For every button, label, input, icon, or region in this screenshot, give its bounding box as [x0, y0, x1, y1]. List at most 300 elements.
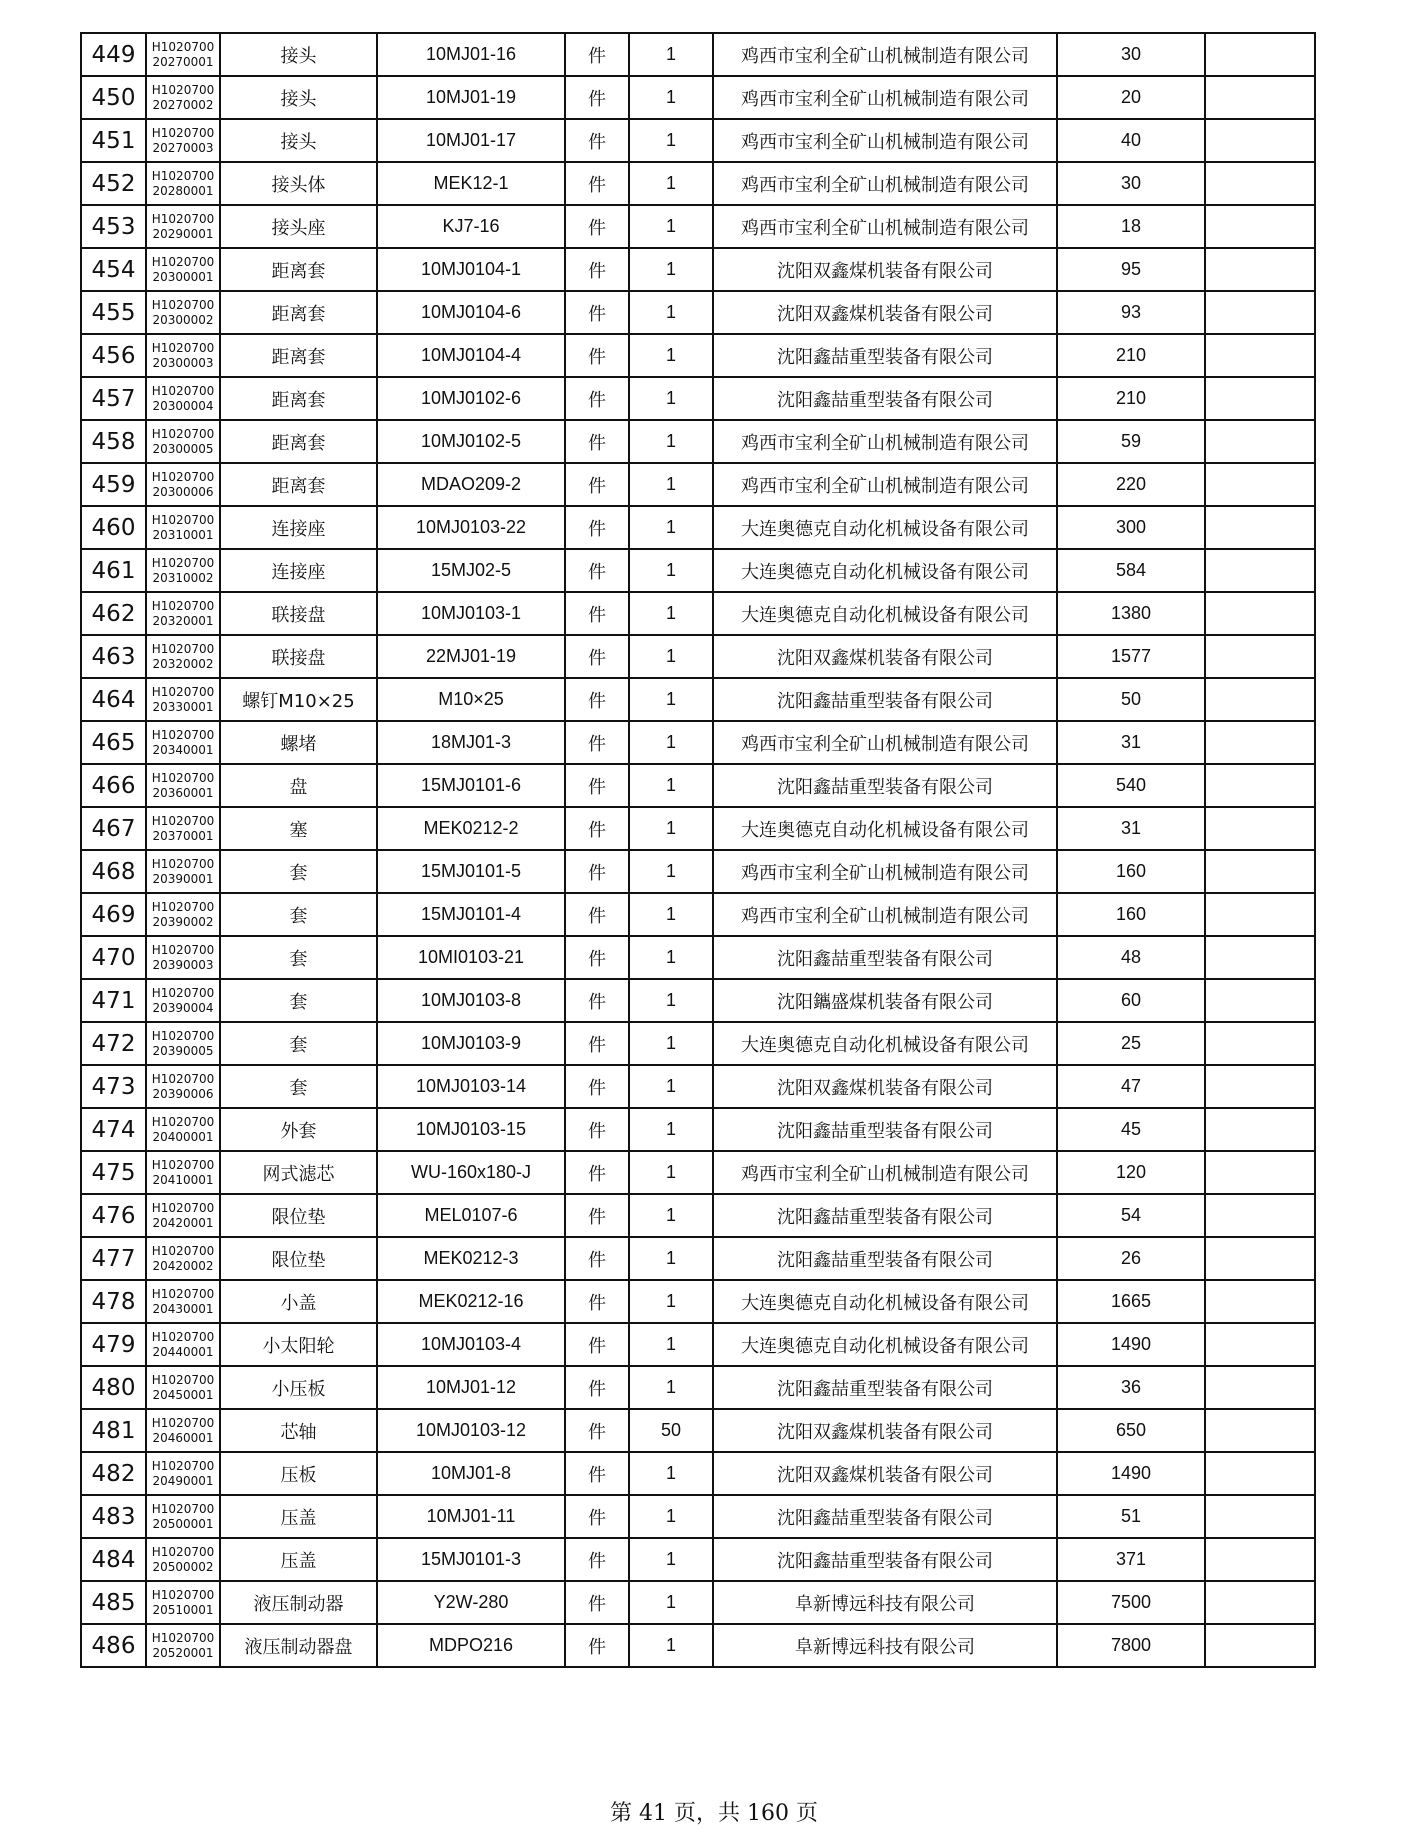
material-code-line: H1020700: [151, 1415, 215, 1430]
model-number: MDPO216: [377, 1624, 565, 1667]
unit-price: 30: [1057, 162, 1205, 205]
material-code-line: 20320001: [152, 613, 214, 628]
material-code: [146, 936, 220, 979]
supplier: 鸡西市宝利全矿山机械制造有限公司: [713, 76, 1057, 119]
model-number: MEL0107-6: [377, 1194, 565, 1237]
part-name: 接头座: [220, 205, 377, 248]
material-code-line: 20500002: [152, 1559, 214, 1574]
material-code-line: H1020700: [151, 1458, 215, 1473]
material-code-line: 20450001: [152, 1387, 214, 1402]
material-code: [146, 463, 220, 506]
model-number: KJ7-16: [377, 205, 565, 248]
supplier: 鸡西市宝利全矿山机械制造有限公司: [713, 463, 1057, 506]
row-number: 464: [81, 678, 146, 721]
row-number: 479: [81, 1323, 146, 1366]
row-number: 481: [81, 1409, 146, 1452]
supplier: 沈阳鑫喆重型装备有限公司: [713, 1237, 1057, 1280]
remark: [1205, 1280, 1315, 1323]
material-code-line: H1020700: [151, 254, 215, 269]
quantity: 1: [629, 205, 713, 248]
model-number: 10MJ01-16: [377, 33, 565, 76]
unit: 件: [565, 119, 629, 162]
unit-price: 26: [1057, 1237, 1205, 1280]
supplier: 鸡西市宝利全矿山机械制造有限公司: [713, 420, 1057, 463]
row-number: 474: [81, 1108, 146, 1151]
part-name: 套: [220, 893, 377, 936]
material-code-line: 20330001: [152, 699, 214, 714]
material-code-line: H1020700: [151, 1587, 215, 1602]
material-code-line: 20490001: [152, 1473, 214, 1488]
part-name: 塞: [220, 807, 377, 850]
material-code-line: H1020700: [151, 39, 215, 54]
supplier: 沈阳双鑫煤机装备有限公司: [713, 1452, 1057, 1495]
unit-price: 540: [1057, 764, 1205, 807]
quantity: 50: [629, 1409, 713, 1452]
table-row: [81, 334, 1315, 377]
table-row: [81, 1065, 1315, 1108]
unit: 件: [565, 1323, 629, 1366]
model-number: MDAO209-2: [377, 463, 565, 506]
model-number: 10MJ01-12: [377, 1366, 565, 1409]
unit-price: 40: [1057, 119, 1205, 162]
supplier: 沈阳鑫喆重型装备有限公司: [713, 764, 1057, 807]
model-number: 10MJ01-17: [377, 119, 565, 162]
quantity: 1: [629, 420, 713, 463]
remark: [1205, 678, 1315, 721]
material-code-line: H1020700: [151, 297, 215, 312]
quantity: 1: [629, 936, 713, 979]
material-code-line: H1020700: [151, 340, 215, 355]
quantity: 1: [629, 678, 713, 721]
quantity: 1: [629, 33, 713, 76]
material-code-line: H1020700: [151, 598, 215, 613]
part-name: 限位垫: [220, 1194, 377, 1237]
part-name: 螺钉M10×25: [220, 678, 377, 721]
material-code-line: H1020700: [151, 856, 215, 871]
table-row: [81, 1452, 1315, 1495]
unit-price: 1577: [1057, 635, 1205, 678]
remark: [1205, 1108, 1315, 1151]
part-name: 小压板: [220, 1366, 377, 1409]
unit: 件: [565, 1237, 629, 1280]
unit-price: 584: [1057, 549, 1205, 592]
remark: [1205, 463, 1315, 506]
part-name: 套: [220, 1065, 377, 1108]
material-code-line: H1020700: [151, 813, 215, 828]
row-number: 469: [81, 893, 146, 936]
unit-price: 31: [1057, 721, 1205, 764]
remark: [1205, 893, 1315, 936]
table-row: [81, 936, 1315, 979]
quantity: 1: [629, 764, 713, 807]
remark: [1205, 162, 1315, 205]
table-row: [81, 1581, 1315, 1624]
remark: [1205, 1452, 1315, 1495]
part-name: 套: [220, 936, 377, 979]
unit-price: 120: [1057, 1151, 1205, 1194]
remark: [1205, 420, 1315, 463]
remark: [1205, 1409, 1315, 1452]
unit: 件: [565, 979, 629, 1022]
quantity: 1: [629, 1624, 713, 1667]
unit-price: 45: [1057, 1108, 1205, 1151]
part-name: 连接座: [220, 549, 377, 592]
quantity: 1: [629, 979, 713, 1022]
row-number: 475: [81, 1151, 146, 1194]
part-name: 距离套: [220, 334, 377, 377]
part-name: 接头: [220, 76, 377, 119]
remark: [1205, 1065, 1315, 1108]
row-number: 477: [81, 1237, 146, 1280]
material-code-line: H1020700: [151, 985, 215, 1000]
unit: 件: [565, 807, 629, 850]
material-code-line: H1020700: [151, 168, 215, 183]
model-number: MEK0212-3: [377, 1237, 565, 1280]
remark: [1205, 1151, 1315, 1194]
row-number: 476: [81, 1194, 146, 1237]
part-name: 网式滤芯: [220, 1151, 377, 1194]
material-code: [146, 1452, 220, 1495]
row-number: 483: [81, 1495, 146, 1538]
unit: 件: [565, 33, 629, 76]
material-code-line: 20300005: [152, 441, 214, 456]
material-code-line: H1020700: [151, 383, 215, 398]
part-name: 小盖: [220, 1280, 377, 1323]
unit: 件: [565, 635, 629, 678]
material-code-line: H1020700: [151, 1630, 215, 1645]
unit-price: 30: [1057, 33, 1205, 76]
supplier: 沈阳双鑫煤机装备有限公司: [713, 248, 1057, 291]
material-code: [146, 1065, 220, 1108]
material-code: [146, 850, 220, 893]
model-number: 10MJ0102-5: [377, 420, 565, 463]
unit: 件: [565, 1624, 629, 1667]
part-name: 压盖: [220, 1538, 377, 1581]
row-number: 468: [81, 850, 146, 893]
material-code: [146, 1624, 220, 1667]
material-code: [146, 1151, 220, 1194]
quantity: 1: [629, 1237, 713, 1280]
table-row: [81, 291, 1315, 334]
supplier: 沈阳鑫喆重型装备有限公司: [713, 1366, 1057, 1409]
unit-price: 210: [1057, 377, 1205, 420]
remark: [1205, 248, 1315, 291]
quantity: 1: [629, 162, 713, 205]
unit-price: 650: [1057, 1409, 1205, 1452]
table-row: [81, 1538, 1315, 1581]
table-row: [81, 1280, 1315, 1323]
part-name: 限位垫: [220, 1237, 377, 1280]
quantity: 1: [629, 807, 713, 850]
row-number: 480: [81, 1366, 146, 1409]
table-row: [81, 506, 1315, 549]
supplier: 沈阳鑴盛煤机装备有限公司: [713, 979, 1057, 1022]
unit: 件: [565, 1452, 629, 1495]
table-row: [81, 764, 1315, 807]
model-number: 10MJ0104-6: [377, 291, 565, 334]
material-code: [146, 1409, 220, 1452]
row-number: 472: [81, 1022, 146, 1065]
material-code-line: H1020700: [151, 82, 215, 97]
supplier: 沈阳鑫喆重型装备有限公司: [713, 1538, 1057, 1581]
material-code-line: H1020700: [151, 469, 215, 484]
table-row: [81, 1495, 1315, 1538]
row-number: 473: [81, 1065, 146, 1108]
row-number: 451: [81, 119, 146, 162]
supplier: 沈阳鑫喆重型装备有限公司: [713, 936, 1057, 979]
table-row: [81, 205, 1315, 248]
unit-price: 51: [1057, 1495, 1205, 1538]
model-number: MEK12-1: [377, 162, 565, 205]
material-code-line: 20390003: [152, 957, 214, 972]
row-number: 452: [81, 162, 146, 205]
supplier: 大连奥德克自动化机械设备有限公司: [713, 807, 1057, 850]
unit: 件: [565, 1022, 629, 1065]
quantity: 1: [629, 334, 713, 377]
unit: 件: [565, 334, 629, 377]
unit-price: 210: [1057, 334, 1205, 377]
unit: 件: [565, 592, 629, 635]
supplier: 鸡西市宝利全矿山机械制造有限公司: [713, 119, 1057, 162]
material-code: [146, 807, 220, 850]
row-number: 484: [81, 1538, 146, 1581]
part-name: 压板: [220, 1452, 377, 1495]
material-code-line: H1020700: [151, 1372, 215, 1387]
quantity: 1: [629, 1538, 713, 1581]
model-number: Y2W-280: [377, 1581, 565, 1624]
model-number: WU-160x180-J: [377, 1151, 565, 1194]
remark: [1205, 979, 1315, 1022]
part-name: 距离套: [220, 291, 377, 334]
remark: [1205, 1581, 1315, 1624]
quantity: 1: [629, 1194, 713, 1237]
material-code: [146, 1194, 220, 1237]
part-name: 联接盘: [220, 592, 377, 635]
unit: 件: [565, 162, 629, 205]
unit: 件: [565, 850, 629, 893]
table-row: [81, 76, 1315, 119]
part-name: 接头体: [220, 162, 377, 205]
material-code-line: H1020700: [151, 1114, 215, 1129]
quantity: 1: [629, 721, 713, 764]
remark: [1205, 1194, 1315, 1237]
model-number: 10MJ01-8: [377, 1452, 565, 1495]
table-row: [81, 33, 1315, 76]
part-name: 距离套: [220, 463, 377, 506]
unit-price: 18: [1057, 205, 1205, 248]
unit-price: 31: [1057, 807, 1205, 850]
material-code-line: H1020700: [151, 641, 215, 656]
material-code-line: H1020700: [151, 1071, 215, 1086]
material-code: [146, 1323, 220, 1366]
model-number: 15MJ0101-5: [377, 850, 565, 893]
material-code: [146, 1581, 220, 1624]
quantity: 1: [629, 549, 713, 592]
part-name: 液压制动器盘: [220, 1624, 377, 1667]
remark: [1205, 1495, 1315, 1538]
material-code-line: 20430001: [152, 1301, 214, 1316]
quantity: 1: [629, 248, 713, 291]
quantity: 1: [629, 592, 713, 635]
part-name: 接头: [220, 33, 377, 76]
quantity: 1: [629, 119, 713, 162]
part-name: 套: [220, 1022, 377, 1065]
row-number: 462: [81, 592, 146, 635]
material-code-line: H1020700: [151, 727, 215, 742]
unit: 件: [565, 764, 629, 807]
material-code-line: 20420002: [152, 1258, 214, 1273]
material-code: [146, 1108, 220, 1151]
quantity: 1: [629, 1280, 713, 1323]
unit-price: 60: [1057, 979, 1205, 1022]
remark: [1205, 119, 1315, 162]
unit-price: 50: [1057, 678, 1205, 721]
material-code: [146, 1022, 220, 1065]
model-number: 10MJ0103-9: [377, 1022, 565, 1065]
remark: [1205, 76, 1315, 119]
model-number: 10MJ0103-1: [377, 592, 565, 635]
table-row: [81, 463, 1315, 506]
material-code: [146, 291, 220, 334]
table-row: [81, 807, 1315, 850]
material-code: [146, 119, 220, 162]
material-code-line: 20290001: [152, 226, 214, 241]
table-row: [81, 979, 1315, 1022]
material-code: [146, 33, 220, 76]
material-code-line: 20410001: [152, 1172, 214, 1187]
quantity: 1: [629, 635, 713, 678]
remark: [1205, 549, 1315, 592]
table-row: [81, 1022, 1315, 1065]
unit: 件: [565, 721, 629, 764]
unit-price: 300: [1057, 506, 1205, 549]
unit: 件: [565, 678, 629, 721]
row-number: 470: [81, 936, 146, 979]
supplier: 沈阳双鑫煤机装备有限公司: [713, 291, 1057, 334]
material-code: [146, 678, 220, 721]
unit: 件: [565, 291, 629, 334]
quantity: 1: [629, 1108, 713, 1151]
unit-price: 54: [1057, 1194, 1205, 1237]
unit-price: 1490: [1057, 1323, 1205, 1366]
model-number: 10MJ0104-4: [377, 334, 565, 377]
table-row: [81, 119, 1315, 162]
material-code-line: 20510001: [152, 1602, 214, 1617]
material-code-line: 20360001: [152, 785, 214, 800]
supplier: 沈阳鑫喆重型装备有限公司: [713, 678, 1057, 721]
material-code: [146, 893, 220, 936]
model-number: 10MJ0103-4: [377, 1323, 565, 1366]
model-number: 10MJ0104-1: [377, 248, 565, 291]
table-row: [81, 678, 1315, 721]
remark: [1205, 33, 1315, 76]
supplier: 鸡西市宝利全矿山机械制造有限公司: [713, 1151, 1057, 1194]
supplier: 鸡西市宝利全矿山机械制造有限公司: [713, 850, 1057, 893]
material-code-line: H1020700: [151, 1286, 215, 1301]
material-code-line: H1020700: [151, 1028, 215, 1043]
unit-price: 59: [1057, 420, 1205, 463]
part-name: 套: [220, 979, 377, 1022]
unit-price: 36: [1057, 1366, 1205, 1409]
material-code: [146, 1495, 220, 1538]
unit: 件: [565, 506, 629, 549]
row-number: 465: [81, 721, 146, 764]
material-code-line: 20500001: [152, 1516, 214, 1531]
quantity: 1: [629, 1065, 713, 1108]
row-number: 485: [81, 1581, 146, 1624]
model-number: 10MJ0103-14: [377, 1065, 565, 1108]
quantity: 1: [629, 463, 713, 506]
material-code-line: 20320002: [152, 656, 214, 671]
table-row: [81, 420, 1315, 463]
supplier: 大连奥德克自动化机械设备有限公司: [713, 1323, 1057, 1366]
unit-price: 220: [1057, 463, 1205, 506]
table-row: [81, 1194, 1315, 1237]
part-name: 套: [220, 850, 377, 893]
quantity: 1: [629, 1323, 713, 1366]
unit: 件: [565, 76, 629, 119]
quantity: 1: [629, 291, 713, 334]
quantity: 1: [629, 1366, 713, 1409]
supplier: 沈阳鑫喆重型装备有限公司: [713, 1194, 1057, 1237]
material-code-line: H1020700: [151, 942, 215, 957]
material-code-line: 20390004: [152, 1000, 214, 1015]
unit: 件: [565, 1194, 629, 1237]
material-code: [146, 1366, 220, 1409]
quantity: 1: [629, 1581, 713, 1624]
model-number: 15MJ0101-3: [377, 1538, 565, 1581]
part-name: 小太阳轮: [220, 1323, 377, 1366]
unit: 件: [565, 1366, 629, 1409]
table-row: [81, 377, 1315, 420]
material-code-line: 20520001: [152, 1645, 214, 1660]
remark: [1205, 592, 1315, 635]
unit: 件: [565, 936, 629, 979]
remark: [1205, 850, 1315, 893]
row-number: 467: [81, 807, 146, 850]
material-code-line: 20340001: [152, 742, 214, 757]
table-row: [81, 893, 1315, 936]
material-code-line: H1020700: [151, 1200, 215, 1215]
model-number: 10MJ0103-8: [377, 979, 565, 1022]
table-row: [81, 162, 1315, 205]
row-number: 456: [81, 334, 146, 377]
unit-price: 1665: [1057, 1280, 1205, 1323]
material-code-line: 20400001: [152, 1129, 214, 1144]
supplier: 大连奥德克自动化机械设备有限公司: [713, 549, 1057, 592]
model-number: 10MJ0102-6: [377, 377, 565, 420]
row-number: 463: [81, 635, 146, 678]
supplier: 阜新博远科技有限公司: [713, 1581, 1057, 1624]
remark: [1205, 1538, 1315, 1581]
row-number: 466: [81, 764, 146, 807]
model-number: 15MJ02-5: [377, 549, 565, 592]
supplier: 沈阳双鑫煤机装备有限公司: [713, 635, 1057, 678]
material-code-line: H1020700: [151, 555, 215, 570]
unit-price: 93: [1057, 291, 1205, 334]
remark: [1205, 334, 1315, 377]
material-code-line: 20390001: [152, 871, 214, 886]
row-number: 460: [81, 506, 146, 549]
remark: [1205, 721, 1315, 764]
material-code: [146, 592, 220, 635]
row-number: 458: [81, 420, 146, 463]
material-code-line: H1020700: [151, 1544, 215, 1559]
material-code-line: 20390002: [152, 914, 214, 929]
unit-price: 1490: [1057, 1452, 1205, 1495]
model-number: 10MJ0103-15: [377, 1108, 565, 1151]
unit: 件: [565, 377, 629, 420]
